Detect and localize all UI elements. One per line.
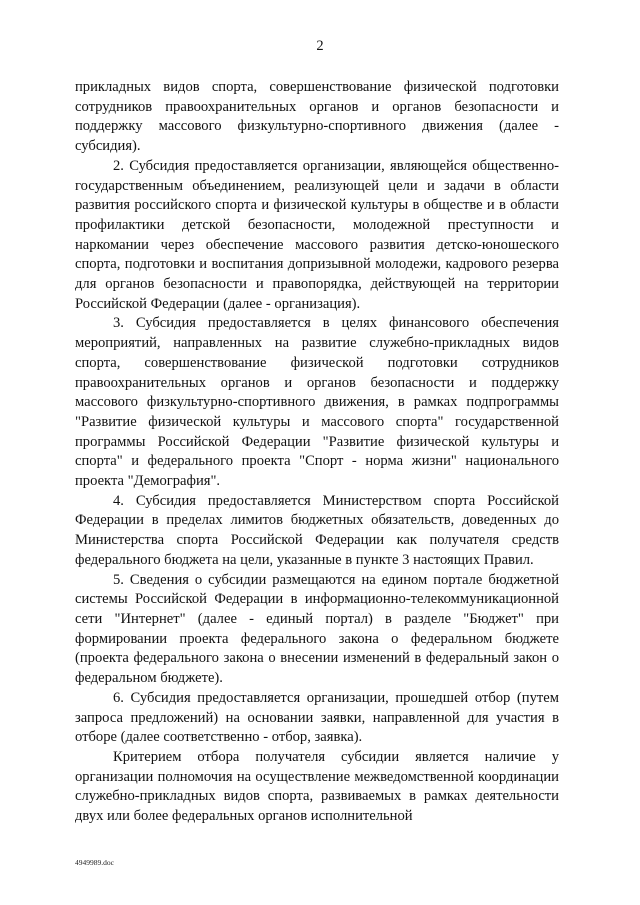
paragraph-continuation: прикладных видов спорта, совершенствование физической подготовки сотрудников правоохранительных органов и органов безопасности и поддержку массового физкультурно-спортивного движения (далее - субсидия). [75, 79, 559, 155]
paragraph-clause-2: 2. Субсидия предоставляется организации, являющейся общественно-государственным объединением, реализующей цели и задачи в области развития российского спорта и физической культуры в обществе и в области профилактики детской безопасности, молодежной преступности и наркомании через обеспечение массового развития детско-юношеского спорта, подготовки и воспитания допризывной молодежи, кадрового резерва для органов безопасности и правопорядка, действующей на территории Российской Федерации (далее - организация). [75, 157, 559, 312]
page-number: 2 [316, 38, 324, 54]
document-body [75, 78, 559, 827]
paragraph-clause-5: 5. Сведения о субсидии размещаются на едином портале бюджетной системы Российской Федерации в информационно-телекоммуникационной сети "Интернет" (далее - единый портал) в разделе "Бюджет" при формировании проекта федерального закона о федеральном бюджете (проекта федерального закона о внесении изменений в федеральный закон о федеральном бюджете). [75, 571, 559, 687]
paragraph-clause-4: 4. Субсидия предоставляется Министерством спорта Российской Федерации в пределах лимитов бюджетных обязательств, доведенных до Министерства спорта Российской Федерации как получателя средств федерального бюджета на цели, указанные в пункте 3 настоящих Правил. [75, 492, 559, 568]
paragraph-selection-criterion: Критерием отбора получателя субсидии является наличие у организации полномочия на осуществление межведомственной координации служебно-прикладных видов спорта, развиваемых в рамках деятельности двух или более федеральных органов исполнительной [75, 748, 559, 825]
footer-file-code: 4949989.doc [75, 858, 114, 867]
paragraph-clause-6: 6. Субсидия предоставляется организации, прошедшей отбор (путем запроса предложений) на основании заявки, направленной для участия в отборе (далее соответственно - отбор, заявка). [75, 689, 559, 746]
paragraph-clause-3: 3. Субсидия предоставляется в целях финансового обеспечения мероприятий, направленных на развитие служебно-прикладных видов спорта, совершенствование физической подготовки сотрудников правоохранительных органов и органов безопасности и поддержку массового физкультурно-спортивного движения, в рамках подпрограммы "Развитие физической культуры и массового спорта" государственной программы Российской Федерации "Развитие физической культуры и спорта" и федерального проекта "Спорт - норма жизни" национального проекта "Демография". [75, 315, 559, 490]
